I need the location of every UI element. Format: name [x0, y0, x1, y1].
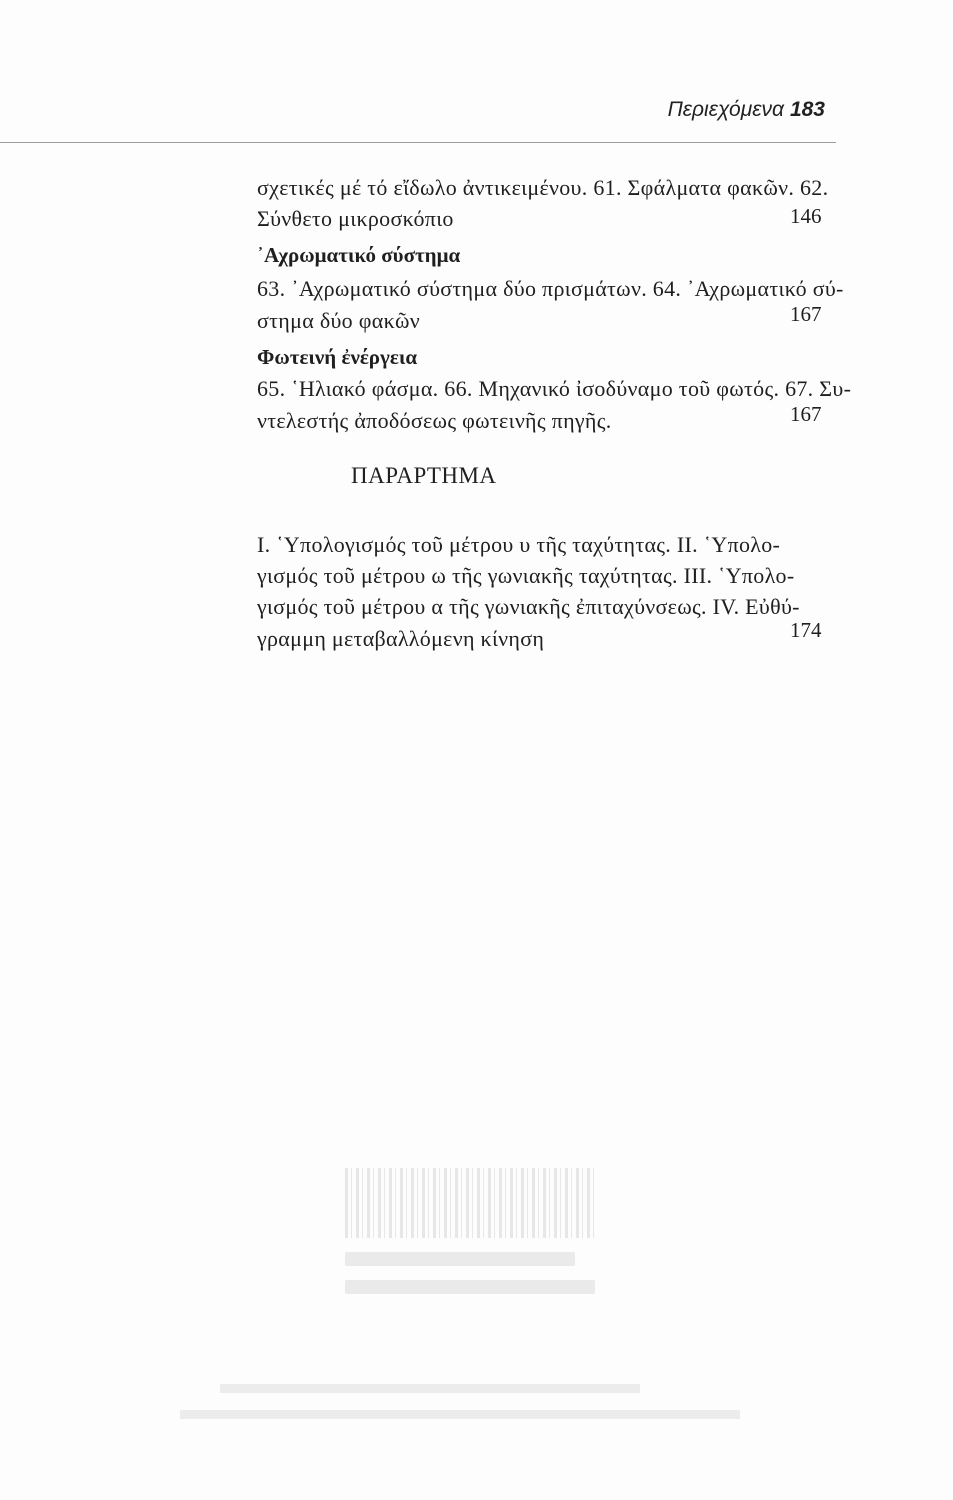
show-through-stamp — [345, 1168, 595, 1308]
running-head-title: Περιεχόμενα — [667, 98, 784, 121]
toc-entry-line: Σύνθετο μικροσκόπιο — [257, 206, 454, 231]
section-heading: Φωτεινή ἐνέργεια — [257, 345, 418, 369]
running-head — [668, 98, 825, 122]
appendix-heading: ΠΑΡΑΡΤΗΜΑ — [351, 463, 497, 488]
toc-page-number: 167 — [790, 302, 822, 326]
toc-entry-line: 65. ῾Ηλιακό φάσμα. 66. Μηχανικό ἰσοδύναμο τοῦ φωτός. 67. Συ- — [257, 376, 852, 401]
toc-entry-line: γραμμη μεταβαλλόμενη κίνηση — [257, 626, 545, 651]
toc-entry-line: Ι. ῾Υπολογισμός τοῦ μέτρου υ τῆς ταχύτητας. ΙΙ. ῾Υπολο- — [257, 532, 781, 557]
toc-page-number: 146 — [790, 204, 822, 228]
toc-entry-line: γισμός τοῦ μέτρου ω τῆς γωνιακῆς ταχύτητας. ΙΙΙ. ῾Υπολο- — [257, 563, 795, 588]
show-through-mark — [180, 1410, 740, 1419]
toc-entry-line: σχετικές μέ τό εἴδωλο ἀντικειμένου. 61. Σφάλματα φακῶν. 62. — [257, 175, 829, 200]
toc-page-number: 174 — [790, 618, 822, 642]
toc-entry-line: στημα δύο φακῶν — [257, 308, 421, 333]
header-rule — [0, 142, 836, 143]
show-through-imprint — [180, 1378, 740, 1426]
toc-entry-line: 63. ᾿Αχρωματικό σύστημα δύο πρισμάτων. 64. ᾿Αχρωματικό σύ- — [257, 276, 844, 301]
toc-page-number: 167 — [790, 402, 822, 426]
page-number: 183 — [789, 98, 825, 121]
show-through-mark — [345, 1252, 575, 1266]
section-heading: ᾿Αχρωματικό σύστημα — [257, 243, 461, 267]
show-through-barcode — [345, 1168, 595, 1238]
toc-entry-line: ντελεστής ἀποδόσεως φωτεινῆς πηγῆς. — [257, 408, 612, 433]
toc-entry-line: γισμός τοῦ μέτρου α τῆς γωνιακῆς ἐπιταχύνσεως. IV. Εὐθύ- — [257, 594, 800, 619]
show-through-mark — [220, 1384, 640, 1393]
show-through-mark — [345, 1280, 595, 1294]
